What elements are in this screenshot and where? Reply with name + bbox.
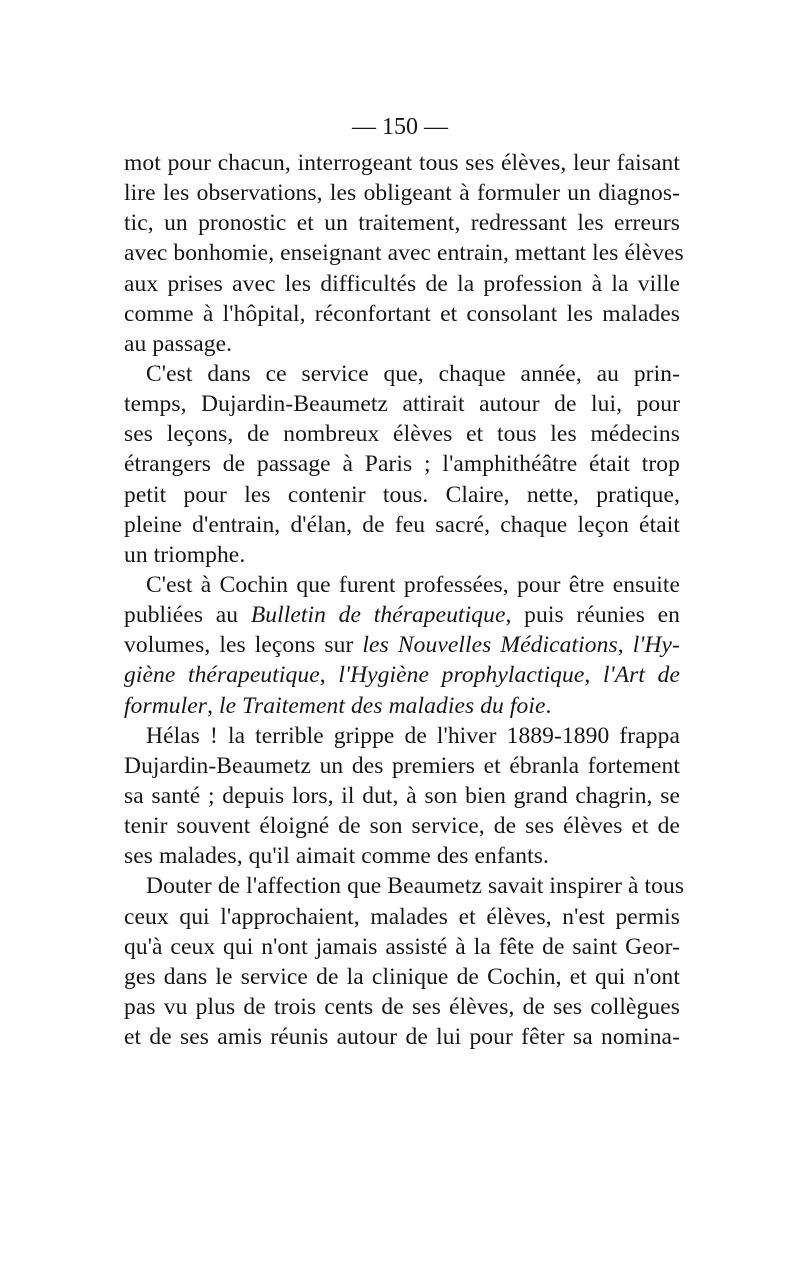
text-line [124,630,680,660]
text-run: , [617,632,633,659]
text-run: au passage. [124,330,233,357]
italic-title: formuler [124,692,208,719]
text-line [124,359,680,389]
text-line [124,660,680,690]
italic-title: l'Hy- [632,632,680,659]
italic-title: l'Hygiène prophylactique [338,662,585,689]
text-line [124,269,680,299]
italic-title: les Nouvelles Médications [362,632,618,659]
text-line [124,902,680,932]
text-run: avec bonhomie, enseignant avec entrain, mettant les élèves [124,240,684,267]
text-line [124,178,680,208]
text-run: , [319,662,339,689]
text-run: volumes, les leçons sur [124,632,363,659]
text-line [124,419,680,449]
text-run: comme à l'hôpital, réconfortant et consolant les malades [124,300,680,327]
text-run: étrangers de passage à Paris ; l'amphithéâtre était trop [124,451,680,478]
text-line [124,932,680,962]
text-run: C'est à Cochin que furent professées, pour être ensuite [146,571,680,598]
italic-title: giène thérapeutique [124,662,320,689]
text-run: ses malades, qu'il aimait comme des enfants. [124,843,549,870]
text-run: qu'à ceux qui n'ont jamais assisté à la fête de saint Geor- [124,933,680,960]
italic-title: le Traitement des maladies du foie [219,692,546,719]
text-line [124,299,680,329]
text-line [124,721,680,751]
page-number: — 150 — [352,114,448,140]
text-line [124,148,680,178]
text-run: aux prises avec les difficultés de la profession à la ville [124,270,680,297]
text-line [124,389,680,419]
italic-title: l'Art de [602,662,680,689]
body-text [124,148,685,1052]
text-line [124,208,680,238]
text-run: Hélas ! la terrible grippe de l'hiver 1889-1890 frappa [146,722,680,749]
text-line [124,540,680,570]
text-line [124,570,680,600]
text-line [124,329,680,359]
text-run: pleine d'entrain, d'élan, de feu sacré, chaque leçon était [124,511,680,538]
italic-title: Bulletin de thérapeutique [250,602,506,629]
text-line [124,600,680,630]
text-run: tenir souvent éloigné de son service, de ses élèves et de [124,813,680,840]
text-run: petit pour les contenir tous. Claire, nette, pratique, [124,481,680,508]
text-line [124,1022,680,1052]
text-line [124,841,680,871]
text-run: un triomphe. [124,541,246,568]
text-run: sa santé ; depuis lors, il dut, à son bien grand chagrin, se [124,782,680,809]
text-run: mot pour chacun, interrogeant tous ses élèves, leur faisant [124,150,680,176]
text-line [124,781,680,811]
text-run: C'est dans ce service que, chaque année, au prin- [146,360,680,387]
text-run: . [545,692,552,719]
text-run: , puis réunies en [505,602,680,629]
text-run: , [584,662,603,689]
text-run: tic, un pronostic et un traitement, redressant les erreurs [124,210,680,237]
text-line [124,811,680,841]
text-line [124,238,684,268]
text-run: Dujardin-Beaumetz un des premiers et ébranla fortement [124,752,680,779]
text-run: , [207,692,220,719]
text-run: temps, Dujardin-Beaumetz attirait autour de lui, pour [124,391,680,418]
text-line [124,751,680,781]
text-line [124,480,680,510]
text-line [124,992,680,1022]
text-line [124,962,680,992]
text-run: et de ses amis réunis autour de lui pour fêter sa nomina- [124,1024,680,1051]
text-line [124,510,680,540]
text-run: publiées au [124,602,251,629]
text-line [124,449,680,479]
text-line [124,871,685,901]
text-run: lire les observations, les obligeant à formuler un diagnos- [124,180,680,207]
text-run: ceux qui l'approchaient, malades et élèves, n'est permis [124,903,680,930]
text-run: ges dans le service de la clinique de Cochin, et qui n'ont [124,963,680,990]
text-run: Douter de l'affection que Beaumetz savait inspirer à tous [146,873,685,900]
text-run: pas vu plus de trois cents de ses élèves, de ses collègues [124,993,680,1020]
text-line [124,691,680,721]
text-run: ses leçons, de nombreux élèves et tous les médecins [124,421,680,448]
